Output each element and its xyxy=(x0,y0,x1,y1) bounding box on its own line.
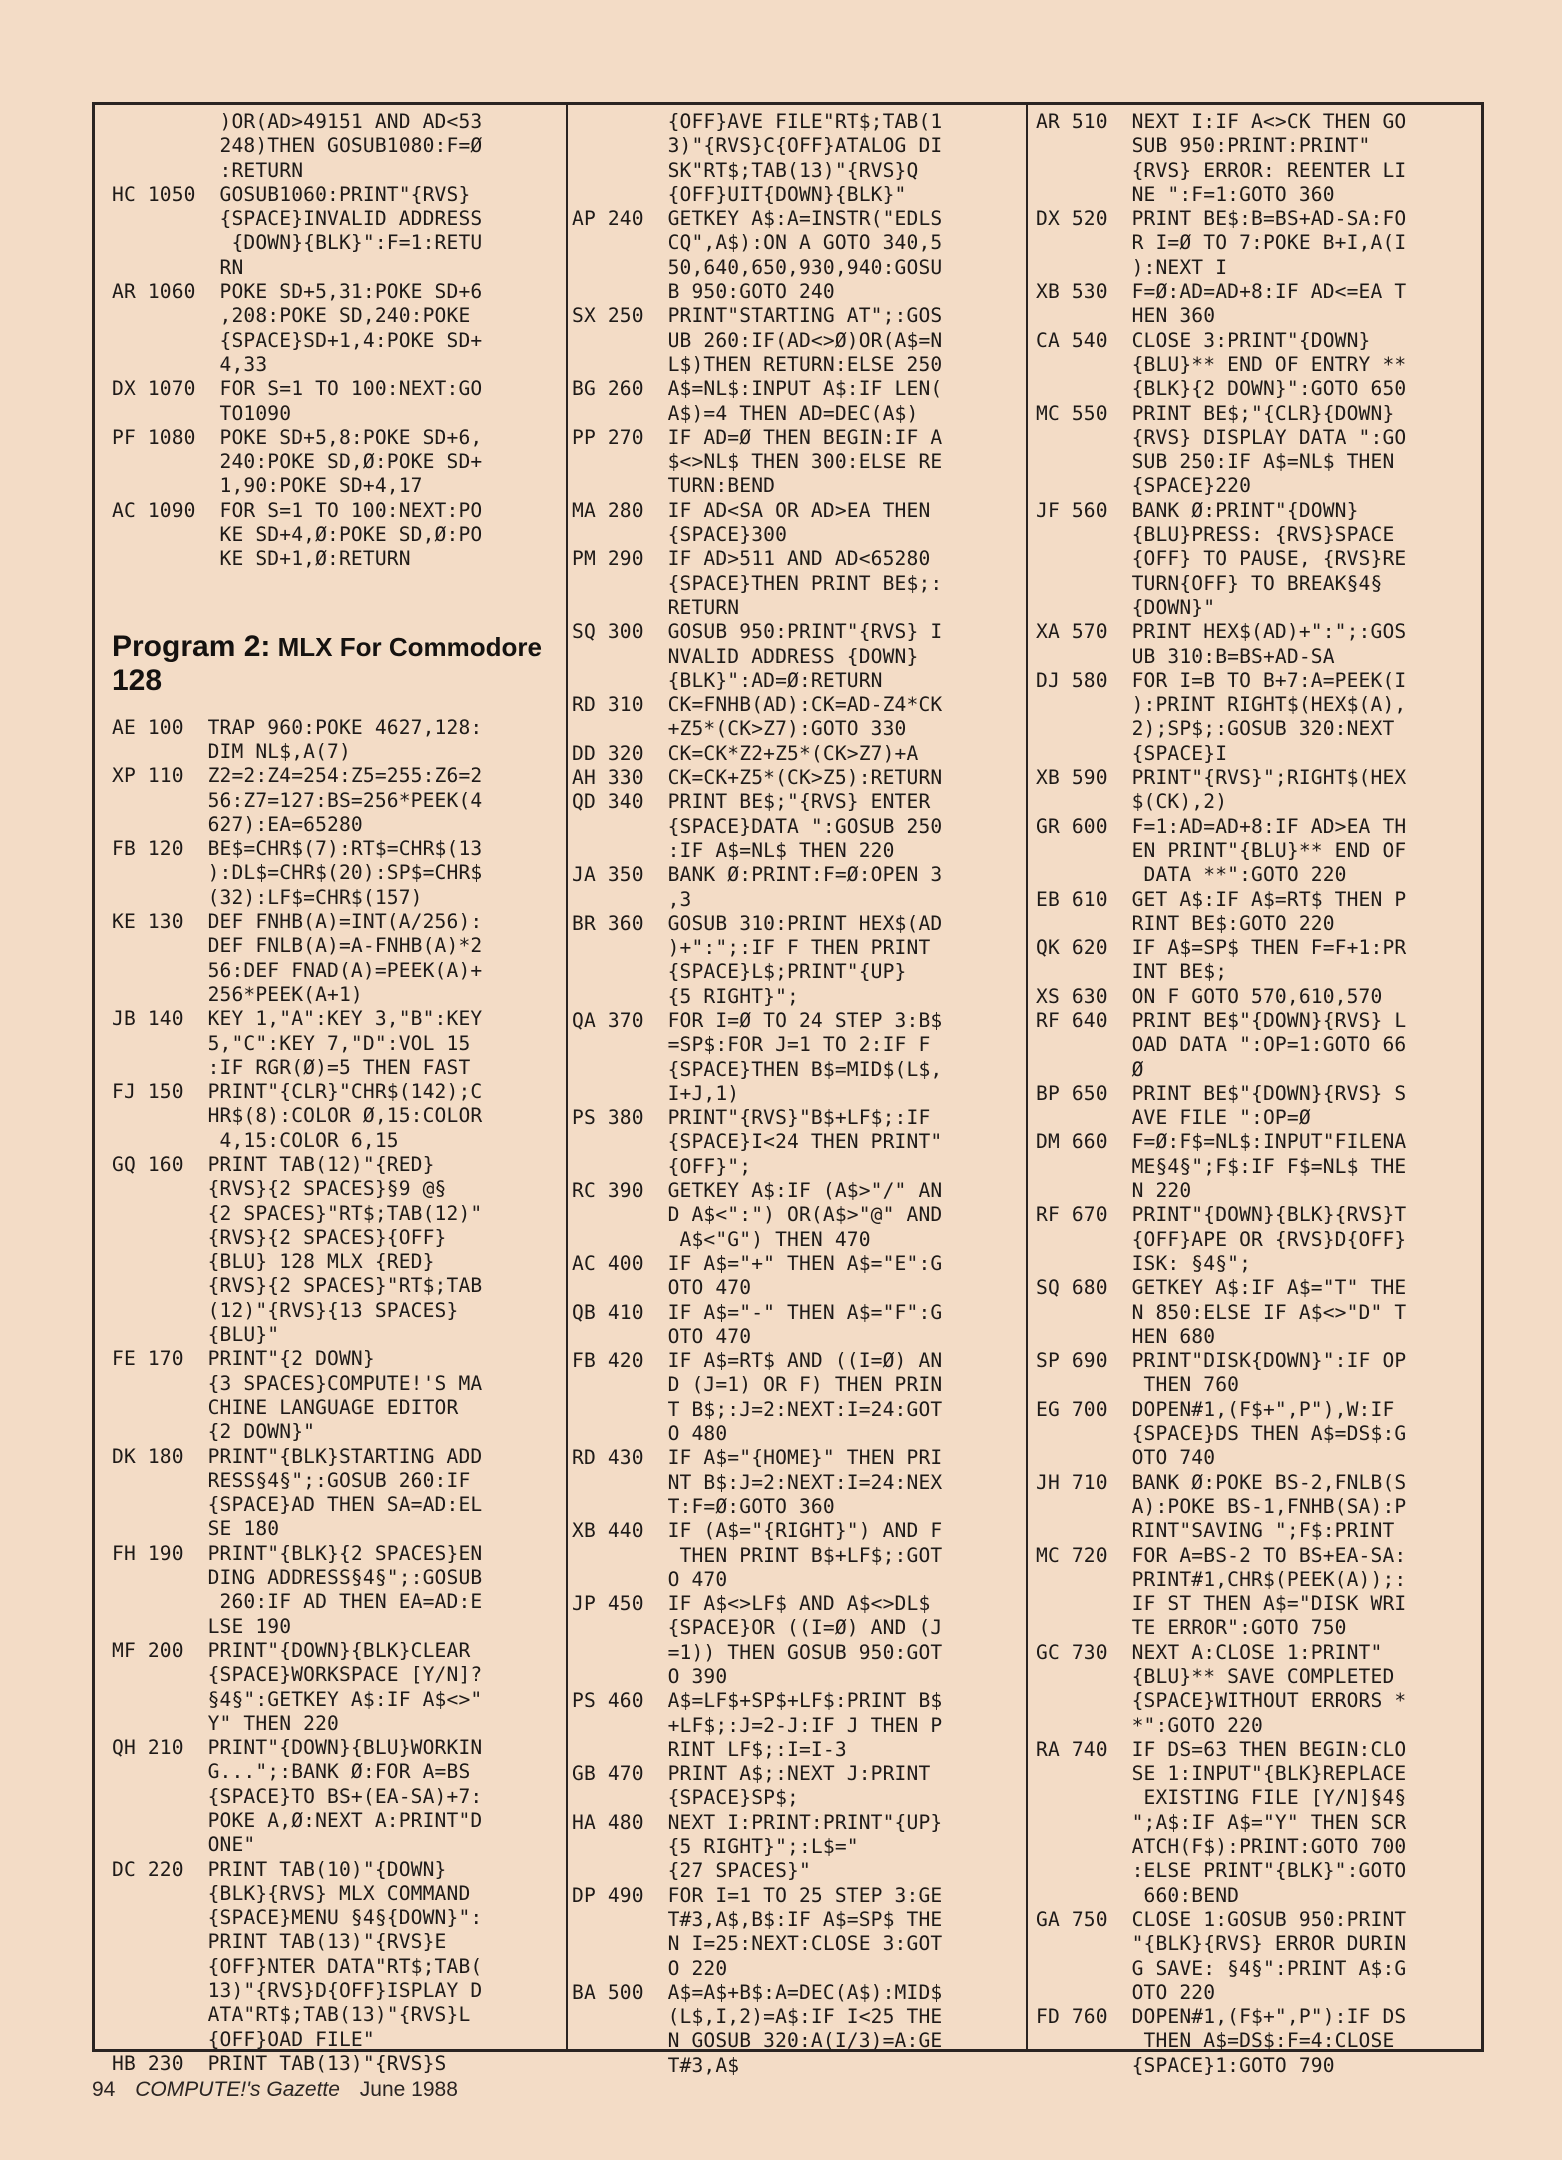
code-line: {SPACE}DATA ":GOSUB 250 xyxy=(572,814,943,838)
code-line: {RVS} ERROR: REENTER LI xyxy=(1036,158,1407,182)
code-line: THEN A$=DS$:F=4:CLOSE xyxy=(1036,2029,1395,2053)
code-line: :RETURN xyxy=(112,158,304,182)
magazine-name: COMPUTE!'s Gazette xyxy=(135,2078,340,2101)
code-line: ):PRINT RIGHT$(HEX$(A), xyxy=(1036,693,1407,717)
code-line: 56:Z7=127:BS=256*PEEK(4 xyxy=(112,788,483,812)
code-line: TURN{OFF} TO BREAK§4§ xyxy=(1036,571,1383,595)
code-line: IF ST THEN A$="DISK WRI xyxy=(1036,1592,1407,1616)
code-line: KE SD+4,Ø:POKE SD,Ø:PO xyxy=(112,523,483,547)
code-line: *":GOTO 220 xyxy=(1036,1713,1263,1737)
mlx-listing-tail xyxy=(112,110,560,572)
code-line: RC 390 GETKEY A$:IF (A$>"/" AN xyxy=(572,1179,943,1203)
code-line: XB 440 IF (A$="{RIGHT}") AND F xyxy=(572,1519,943,1543)
code-line: HEN 680 xyxy=(1036,1324,1216,1348)
code-line: JB 140 KEY 1,"A":KEY 3,"B":KEY xyxy=(112,1007,483,1031)
code-line: TO1090 xyxy=(112,401,292,425)
code-line: LSE 190 xyxy=(112,1614,292,1638)
code-line: SUB 250:IF A$=NL$ THEN xyxy=(1036,450,1395,474)
code-line: T#3,A$ xyxy=(572,2053,740,2077)
code-line: RESS§4§";:GOSUB 260:IF xyxy=(112,1468,471,1492)
code-line: MF 200 PRINT"{DOWN}{BLK}CLEAR xyxy=(112,1638,471,1662)
code-line: {RVS}{2 SPACES}{OFF} xyxy=(112,1225,447,1249)
code-line: O 220 xyxy=(572,1956,728,1980)
code-line: GQ 160 PRINT TAB(12)"{RED} xyxy=(112,1152,435,1176)
code-line: NVALID ADDRESS {DOWN} xyxy=(572,644,919,668)
code-line: SK"RT$;TAB(13)"{RVS}Q xyxy=(572,158,919,182)
code-line: {RVS}{2 SPACES}§9 @§ xyxy=(112,1177,447,1201)
code-line: DM 660 F=Ø:F$=NL$:INPUT"FILENA xyxy=(1036,1130,1407,1154)
code-line: T B$;:J=2:NEXT:I=24:GOT xyxy=(572,1397,943,1421)
code-line: JF 560 BANK Ø:PRINT"{DOWN} xyxy=(1036,498,1359,522)
code-line: SUB 950:PRINT:PRINT" xyxy=(1036,134,1371,158)
code-line: JP 450 IF A$<>LF$ AND A$<>DL$ xyxy=(572,1592,931,1616)
column-divider xyxy=(1026,102,1028,2052)
code-line: {SPACE}WITHOUT ERRORS * xyxy=(1036,1689,1407,1713)
code-line: DJ 580 FOR I=B TO B+7:A=PEEK(I xyxy=(1036,668,1407,692)
code-line: T:F=Ø:GOTO 360 xyxy=(572,1494,835,1518)
code-line: SQ 680 GETKEY A$:IF A$="T" THE xyxy=(1036,1276,1407,1300)
issue-date: June 1988 xyxy=(359,2078,458,2101)
code-line: 3)"{RVS}C{OFF}ATALOG DI xyxy=(572,134,943,158)
code-line: :ELSE PRINT"{BLK}":GOTO xyxy=(1036,1859,1407,1883)
code-line: N GOSUB 320:A(I/3)=A:GE xyxy=(572,2029,943,2053)
code-line: 660:BEND xyxy=(1036,1883,1240,1907)
code-line: OTO 470 xyxy=(572,1324,752,1348)
code-line: EXISTING FILE [Y/N]§4§ xyxy=(1036,1786,1407,1810)
code-line: INT BE$; xyxy=(1036,960,1228,984)
page-number: 94 xyxy=(92,2078,116,2101)
code-line: EG 700 DOPEN#1,(F$+",P"),W:IF xyxy=(1036,1397,1395,1421)
code-line: XP 110 Z2=2:Z4=254:Z5=255:Z6=2 xyxy=(112,764,483,788)
code-line: A):POKE BS-1,FNHB(SA):P xyxy=(1036,1494,1407,1518)
code-line: BR 360 GOSUB 310:PRINT HEX$(AD xyxy=(572,911,943,935)
code-line: ):DL$=CHR$(20):SP$=CHR$ xyxy=(112,861,483,885)
code-line: {SPACE}INVALID ADDRESS xyxy=(112,207,483,231)
code-line: {2 SPACES}"RT$;TAB(12)" xyxy=(112,1201,483,1225)
code-line: MA 280 IF AD<SA OR AD>EA THEN xyxy=(572,498,931,522)
code-line: {DOWN}{BLK}":F=1:RETU xyxy=(112,231,483,255)
code-line: ATA"RT$;TAB(13)"{RVS}L xyxy=(112,2003,471,2027)
code-line: 50,640,650,930,940:GOSU xyxy=(572,255,943,279)
code-line: ME§4§";F$:IF F$=NL$ THE xyxy=(1036,1154,1407,1178)
code-line: BA 500 A$=A$+B$:A=DEC(A$):MID$ xyxy=(572,1980,943,2004)
code-line: SQ 300 GOSUB 950:PRINT"{RVS} I xyxy=(572,620,943,644)
code-line: RA 740 IF DS=63 THEN BEGIN:CLO xyxy=(1036,1737,1407,1761)
code-line: AC 400 IF A$="+" THEN A$="E":G xyxy=(572,1251,943,1275)
code-line: {BLU}** SAVE COMPLETED xyxy=(1036,1665,1395,1688)
code-line: TURN:BEND xyxy=(572,474,776,498)
code-line: GA 750 CLOSE 1:GOSUB 950:PRINT xyxy=(1036,1907,1407,1931)
code-line: 260:IF AD THEN EA=AD:E xyxy=(112,1590,483,1614)
code-line: (32):LF$=CHR$(157) xyxy=(112,885,423,909)
code-line: RN xyxy=(112,255,244,279)
code-line: HEN 360 xyxy=(1036,304,1216,328)
program-title-line2: 128 xyxy=(112,663,163,697)
code-line: Y" THEN 220 xyxy=(112,1711,339,1735)
code-line: AR 1060 POKE SD+5,31:POKE SD+6 xyxy=(112,280,483,304)
code-line: OTO 220 xyxy=(1036,1980,1216,2004)
code-line: {SPACE}DS THEN A$=DS$:G xyxy=(1036,1422,1407,1446)
code-line: QD 340 PRINT BE$;"{RVS} ENTER xyxy=(572,790,931,814)
code-line: 627):EA=65280 xyxy=(112,812,363,836)
code-line: RF 640 PRINT BE$"{DOWN}{RVS} L xyxy=(1036,1008,1407,1032)
code-line: B 950:GOTO 240 xyxy=(572,280,835,304)
code-line: G...";:BANK Ø:FOR A=BS xyxy=(112,1760,471,1784)
code-line: {SPACE}L$;PRINT"{UP} xyxy=(572,960,907,984)
code-line: QK 620 IF A$=SP$ THEN F=F+1:PR xyxy=(1036,936,1407,960)
code-line: AR 510 NEXT I:IF A<>CK THEN GO xyxy=(1036,110,1407,133)
code-line: GC 730 NEXT A:CLOSE 1:PRINT" xyxy=(1036,1640,1383,1664)
code-line: MC 550 PRINT BE$;"{CLR}{DOWN} xyxy=(1036,401,1395,425)
code-line: GB 470 PRINT A$;:NEXT J:PRINT xyxy=(572,1762,931,1786)
code-line: {SPACE}220 xyxy=(1036,474,1252,498)
code-line: AE 100 TRAP 960:POKE 4627,128: xyxy=(112,715,483,739)
code-line: T#3,A$,B$:IF A$=SP$ THE xyxy=(572,1907,943,1931)
code-line: §4§":GETKEY A$:IF A$<>" xyxy=(112,1687,483,1711)
code-line: XS 630 ON F GOTO 570,610,570 xyxy=(1036,984,1383,1008)
code-line: 248)THEN GOSUB1080:F=Ø xyxy=(112,134,483,158)
code-line: PM 290 IF AD>511 AND AD<65280 xyxy=(572,547,931,571)
code-line: ISK: §4§"; xyxy=(1036,1251,1252,1275)
code-line: SE 1:INPUT"{BLK}REPLACE xyxy=(1036,1762,1407,1786)
code-line: QA 370 FOR I=Ø TO 24 STEP 3:B$ xyxy=(572,1008,943,1032)
code-line: DD 320 CK=CK*Z2+Z5*(CK>Z7)+A xyxy=(572,741,919,765)
program-title: Program 2: MLX For Commodore xyxy=(112,629,542,663)
code-line: FJ 150 PRINT"{CLR}"CHR$(142);C xyxy=(112,1080,483,1104)
code-line: NE ":F=1:GOTO 360 xyxy=(1036,182,1335,206)
code-line: {SPACE}1:GOTO 790 xyxy=(1036,2053,1335,2077)
code-line: "{BLK}{RVS} ERROR DURIN xyxy=(1036,1932,1407,1956)
code-line: UB 260:IF(AD<>Ø)OR(A$=N xyxy=(572,328,943,352)
code-line: TE ERROR":GOTO 750 xyxy=(1036,1616,1347,1640)
code-line: {OFF}NTER DATA"RT$;TAB( xyxy=(112,1954,483,1978)
code-line: EB 610 GET A$:IF A$=RT$ THEN P xyxy=(1036,887,1407,911)
code-line: QH 210 PRINT"{DOWN}{BLU}WORKIN xyxy=(112,1736,483,1760)
code-line: FH 190 PRINT"{BLK}{2 SPACES}EN xyxy=(112,1541,483,1565)
code-line: RINT"SAVING ";F$:PRINT xyxy=(1036,1519,1395,1543)
code-line: :IF A$=NL$ THEN 220 xyxy=(572,838,895,862)
code-line: RETURN xyxy=(572,595,740,619)
code-line: KE SD+1,Ø:RETURN xyxy=(112,547,411,571)
code-line: {OFF}APE OR {RVS}D{OFF} xyxy=(1036,1227,1407,1251)
code-line: N 220 xyxy=(1036,1179,1192,1203)
code-line: R I=Ø TO 7:POKE B+I,A(I xyxy=(1036,231,1407,255)
code-line: PS 460 A$=LF$+SP$+LF$:PRINT B$ xyxy=(572,1689,943,1713)
code-line: ,3 xyxy=(572,887,692,911)
code-line: DATA **":GOTO 220 xyxy=(1036,863,1347,887)
code-line: MC 720 FOR A=BS-2 TO BS+EA-SA: xyxy=(1036,1543,1407,1567)
listing-column-1 xyxy=(112,110,560,2076)
code-line: FB 420 IF A$=RT$ AND ((I=Ø) AN xyxy=(572,1349,943,1373)
code-line: D A$<":") OR(A$>"@" AND xyxy=(572,1203,943,1227)
code-line: NT B$:J=2:NEXT:I=24:NEX xyxy=(572,1470,943,1494)
code-line: 240:POKE SD,Ø:POKE SD+ xyxy=(112,450,483,474)
code-line: JA 350 BANK Ø:PRINT:F=Ø:OPEN 3 xyxy=(572,863,943,887)
code-line: 4,15:COLOR 6,15 xyxy=(112,1128,399,1152)
code-line: UB 310:B=BS+AD-SA xyxy=(1036,644,1335,668)
code-line: +LF$;:J=2-J:IF J THEN P xyxy=(572,1713,943,1737)
code-line: {DOWN}" xyxy=(1036,595,1216,619)
code-line: RINT LF$;:I=I-3 xyxy=(572,1737,847,1761)
code-line: {SPACE}TO BS+(EA-SA)+7: xyxy=(112,1784,483,1808)
code-line: THEN PRINT B$+LF$;:GOT xyxy=(572,1543,943,1567)
code-line: RF 670 PRINT"{DOWN}{BLK}{RVS}T xyxy=(1036,1203,1407,1227)
code-line: AVE FILE ":OP=Ø xyxy=(1036,1106,1311,1130)
code-line: PF 1080 POKE SD+5,8:POKE SD+6, xyxy=(112,425,483,449)
code-line: PRINT TAB(13)"{RVS}E xyxy=(112,1930,447,1954)
code-line: DP 490 FOR I=1 TO 25 STEP 3:GE xyxy=(572,1883,943,1907)
code-line: XB 530 F=Ø:AD=AD+8:IF AD<=EA T xyxy=(1036,280,1407,304)
code-line: O 390 xyxy=(572,1665,728,1688)
code-line: ):NEXT I xyxy=(1036,255,1228,279)
code-line: PS 380 PRINT"{RVS}"B$+LF$;:IF xyxy=(572,1106,931,1130)
code-line: SE 180 xyxy=(112,1517,280,1541)
code-line: SP 690 PRINT"DISK{DOWN}":IF OP xyxy=(1036,1349,1407,1373)
code-line: (12)"{RVS}{13 SPACES} xyxy=(112,1298,459,1322)
code-line: RINT BE$:GOTO 220 xyxy=(1036,911,1335,935)
code-line: {BLU} 128 MLX {RED} xyxy=(112,1250,435,1274)
code-line: N I=25:NEXT:CLOSE 3:GOT xyxy=(572,1932,943,1956)
code-line: D (J=1) OR F) THEN PRIN xyxy=(572,1373,943,1397)
code-line: PRINT#1,CHR$(PEEK(A));: xyxy=(1036,1567,1407,1591)
code-line: {OFF}UIT{DOWN}{BLK}" xyxy=(572,182,907,206)
code-line: =1)) THEN GOSUB 950:GOT xyxy=(572,1640,943,1664)
code-line: HB 230 PRINT TAB(13)"{RVS}S xyxy=(112,2051,447,2075)
code-line: JH 710 BANK Ø:POKE BS-2,FNLB(S xyxy=(1036,1470,1407,1494)
code-line: PP 270 IF AD=Ø THEN BEGIN:IF A xyxy=(572,425,943,449)
code-line: THEN 760 xyxy=(1036,1373,1240,1397)
code-line: {SPACE}SD+1,4:POKE SD+ xyxy=(112,328,483,352)
code-line: HR$(8):COLOR Ø,15:COLOR xyxy=(112,1104,483,1128)
code-line: EN PRINT"{BLU}** END OF xyxy=(1036,838,1407,862)
code-line: {BLK}":AD=Ø:RETURN xyxy=(572,668,883,692)
code-line: I+J,1) xyxy=(572,1081,740,1105)
code-line: BP 650 PRINT BE$"{DOWN}{RVS} S xyxy=(1036,1081,1407,1105)
code-line: 13)"{RVS}D{OFF}ISPLAY D xyxy=(112,1979,483,2003)
code-line: OTO 470 xyxy=(572,1276,752,1300)
code-line: HA 480 NEXT I:PRINT:PRINT"{UP} xyxy=(572,1810,943,1834)
code-line: CHINE LANGUAGE EDITOR xyxy=(112,1395,459,1419)
code-line: {BLU}" xyxy=(112,1323,280,1347)
code-line: Ø xyxy=(1036,1057,1144,1081)
code-line: 56:DEF FNAD(A)=PEEK(A)+ xyxy=(112,958,483,982)
code-line: 2);SP$;:GOSUB 320:NEXT xyxy=(1036,717,1395,741)
code-line: RD 310 CK=FNHB(AD):CK=AD-Z4*CK xyxy=(572,693,943,717)
code-line: QB 410 IF A$="-" THEN A$="F":G xyxy=(572,1300,943,1324)
code-line: DING ADDRESS§4§";:GOSUB xyxy=(112,1566,483,1590)
listing-column-2 xyxy=(572,110,1024,2078)
code-line: $(CK),2) xyxy=(1036,790,1228,814)
page-footer xyxy=(92,2078,458,2102)
code-line: AC 1090 FOR S=1 TO 100:NEXT:PO xyxy=(112,498,483,522)
code-line: XA 570 PRINT HEX$(AD)+":";:GOS xyxy=(1036,620,1407,644)
code-line: {SPACE}WORKSPACE [Y/N]? xyxy=(112,1663,483,1687)
code-line: G SAVE: §4§":PRINT A$:G xyxy=(1036,1956,1407,1980)
code-line: {5 RIGHT}"; xyxy=(572,984,799,1008)
code-line: {3 SPACES}COMPUTE!'S MA xyxy=(112,1371,483,1395)
code-line: A$)=4 THEN AD=DEC(A$) xyxy=(572,401,919,425)
code-line: FD 760 DOPEN#1,(F$+",P"):IF DS xyxy=(1036,2005,1407,2029)
code-line: DX 520 PRINT BE$:B=BS+AD-SA:FO xyxy=(1036,207,1407,231)
code-line: {5 RIGHT}";:L$=" xyxy=(572,1835,859,1859)
code-line: 5,"C":KEY 7,"D":VOL 15 xyxy=(112,1031,471,1055)
code-line: {SPACE}THEN B$=MID$(L$, xyxy=(572,1057,943,1081)
code-line: CA 540 CLOSE 3:PRINT"{DOWN} xyxy=(1036,328,1371,352)
code-line: {BLK}{2 DOWN}":GOTO 650 xyxy=(1036,377,1407,401)
code-line: :IF RGR(Ø)=5 THEN FAST xyxy=(112,1055,471,1079)
code-line: $<>NL$ THEN 300:ELSE RE xyxy=(572,450,943,474)
code-line: DIM NL$,A(7) xyxy=(112,739,351,763)
code-line: {OFF} TO PAUSE, {RVS}RE xyxy=(1036,547,1407,571)
code-line: HC 1050 GOSUB1060:PRINT"{RVS} xyxy=(112,182,471,206)
code-line: AP 240 GETKEY A$:A=INSTR("EDLS xyxy=(572,207,943,231)
code-line: +Z5*(CK>Z7):GOTO 330 xyxy=(572,717,907,741)
mlx-128-listing xyxy=(112,716,560,2077)
code-line: XB 590 PRINT"{RVS}";RIGHT$(HEX xyxy=(1036,766,1407,790)
code-line: GR 600 F=1:AD=AD+8:IF AD>EA TH xyxy=(1036,814,1407,838)
code-line: DX 1070 FOR S=1 TO 100:NEXT:GO xyxy=(112,377,483,401)
code-line: {SPACE}MENU §4§{DOWN}": xyxy=(112,1906,483,1930)
code-line: CQ",A$):ON A GOTO 340,5 xyxy=(572,231,943,255)
code-line: 1,90:POKE SD+4,17 xyxy=(112,474,423,498)
code-line: N 850:ELSE IF A$<>"D" T xyxy=(1036,1300,1407,1324)
code-line: SX 250 PRINT"STARTING AT";:GOS xyxy=(572,304,943,328)
code-line: DK 180 PRINT"{BLK}STARTING ADD xyxy=(112,1444,483,1468)
code-line: {SPACE}300 xyxy=(572,523,788,547)
code-line: {SPACE}THEN PRINT BE$;: xyxy=(572,571,943,595)
code-line: {OFF}AVE FILE"RT$;TAB(1 xyxy=(572,110,943,133)
code-line: FB 120 BE$=CHR$(7):RT$=CHR$(13 xyxy=(112,837,483,861)
code-line: {BLU}** END OF ENTRY ** xyxy=(1036,352,1407,376)
column-divider xyxy=(566,102,568,2052)
code-line: {SPACE}SP$; xyxy=(572,1786,799,1810)
code-line: {OFF}"; xyxy=(572,1154,752,1178)
code-line: =SP$:FOR J=1 TO 2:IF F xyxy=(572,1033,931,1057)
code-line: {27 SPACES}" xyxy=(572,1859,811,1883)
code-line: FE 170 PRINT"{2 DOWN} xyxy=(112,1347,375,1371)
code-line: ATCH(F$):PRINT:GOTO 700 xyxy=(1036,1835,1407,1859)
code-line: ";A$:IF A$="Y" THEN SCR xyxy=(1036,1810,1407,1834)
code-line: (L$,I,2)=A$:IF I<25 THE xyxy=(572,2005,943,2029)
code-line: {RVS} DISPLAY DATA ":GO xyxy=(1036,425,1407,449)
code-line: DC 220 PRINT TAB(10)"{DOWN} xyxy=(112,1857,447,1881)
code-line: ONE" xyxy=(112,1833,256,1857)
code-line: BG 260 A$=NL$:INPUT A$:IF LEN( xyxy=(572,377,943,401)
code-line: ,208:POKE SD,240:POKE xyxy=(112,304,471,328)
code-line: {BLU}PRESS: {RVS}SPACE xyxy=(1036,523,1395,547)
code-line: OAD DATA ":OP=1:GOTO 66 xyxy=(1036,1033,1407,1057)
code-line: 4,33 xyxy=(112,352,268,376)
code-line: {SPACE}I<24 THEN PRINT" xyxy=(572,1130,943,1154)
listing-column-3 xyxy=(1036,110,1482,2078)
code-line: A$<"G") THEN 470 xyxy=(572,1227,871,1251)
code-line: )+":";:IF F THEN PRINT xyxy=(572,936,931,960)
code-line: RD 430 IF A$="{HOME}" THEN PRI xyxy=(572,1446,943,1470)
code-line: )OR(AD>49151 AND AD<53 xyxy=(112,110,483,133)
code-line: DEF FNLB(A)=A-FNHB(A)*2 xyxy=(112,934,483,958)
code-line: {SPACE}AD THEN SA=AD:EL xyxy=(112,1493,483,1517)
code-line: 256*PEEK(A+1) xyxy=(112,982,363,1006)
code-line: {SPACE}I xyxy=(1036,741,1228,765)
code-line: O 470 xyxy=(572,1567,728,1591)
code-line: O 480 xyxy=(572,1422,728,1446)
code-line: {2 DOWN}" xyxy=(112,1420,316,1444)
code-line: L$)THEN RETURN:ELSE 250 xyxy=(572,352,943,376)
code-line: OTO 740 xyxy=(1036,1446,1216,1470)
code-line: POKE A,Ø:NEXT A:PRINT"D xyxy=(112,1809,483,1832)
code-line: KE 130 DEF FNHB(A)=INT(A/256): xyxy=(112,910,483,934)
code-line: {OFF}OAD FILE" xyxy=(112,2027,375,2051)
code-line: {SPACE}OR ((I=Ø) AND (J xyxy=(572,1616,943,1640)
code-line: AH 330 CK=CK+Z5*(CK>Z5):RETURN xyxy=(572,766,943,790)
code-line: {RVS}{2 SPACES}"RT$;TAB xyxy=(112,1274,483,1298)
code-line: {BLK}{RVS} MLX COMMAND xyxy=(112,1881,471,1905)
